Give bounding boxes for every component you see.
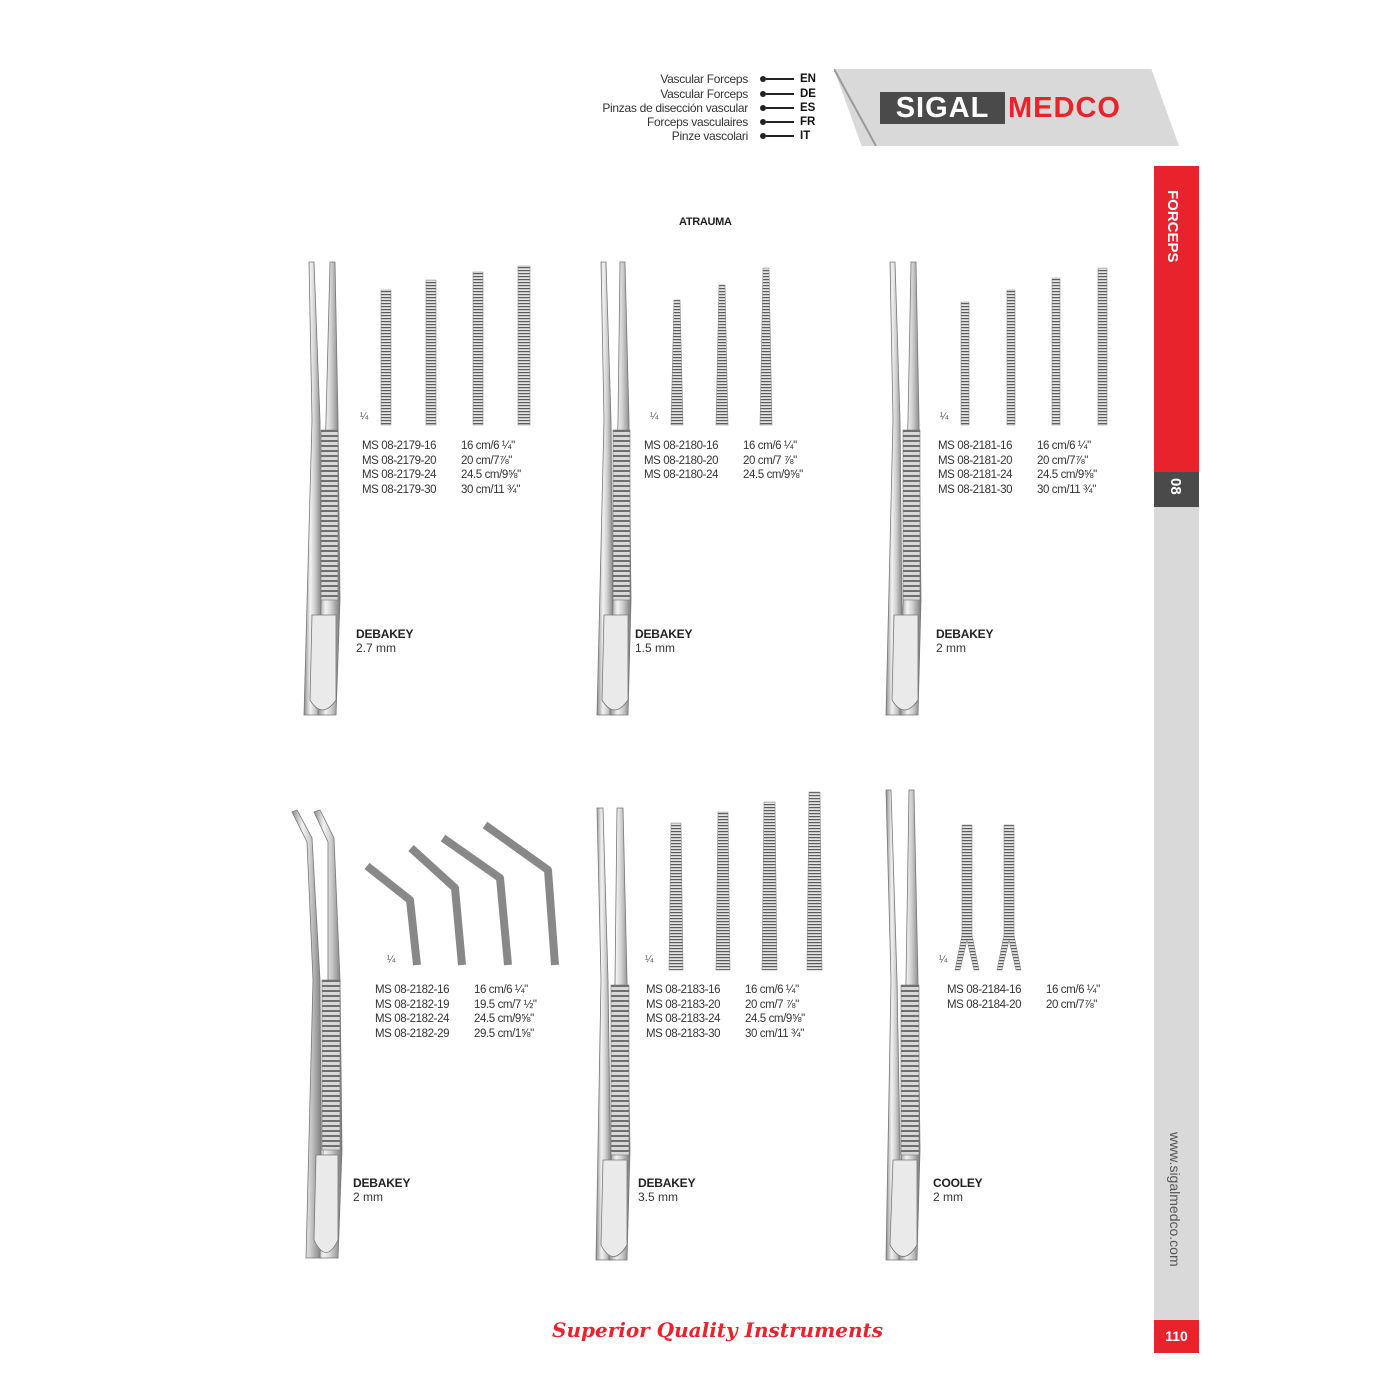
product-name: DEBAKEY [638, 1176, 696, 1190]
forceps-2184-tips [955, 825, 1021, 970]
code-row: MS 08-2179-20 20 cm/7⅞" [362, 454, 512, 467]
side-tab-category-label: FORCEPS [1164, 190, 1181, 263]
product-size: 2 mm [353, 1190, 383, 1204]
forceps-2179-illustration [304, 262, 340, 715]
language-code: FR [800, 116, 816, 128]
scale-label: ¼ [360, 411, 369, 422]
code-row: MS 08-2183-30 30 cm/11 ¾" [646, 1027, 804, 1040]
code-row: MS 08-2181-16 16 cm/6 ¼" [938, 440, 1091, 452]
product-name: COOLEY [933, 1176, 983, 1190]
product-codes-2181 [938, 439, 1097, 497]
product-size: 1.5 mm [635, 641, 676, 655]
code-row: MS 08-2182-16 16 cm/6 ¼" [375, 984, 528, 996]
footer-slogan: Superior Quality Instruments [552, 1318, 884, 1342]
product-name: DEBAKEY [936, 627, 994, 641]
logo-medco: MEDCO [1008, 92, 1121, 124]
language-name: Pinze vascolari [671, 129, 748, 143]
section-title: ATRAUMA [679, 216, 732, 228]
forceps-2179-tips [381, 266, 530, 425]
code-row: MS 08-2183-16 16 cm/6 ¼" [646, 984, 799, 996]
product-codes-2184 [947, 983, 1100, 1012]
product-name-block [638, 1176, 695, 1204]
code-row: MS 08-2181-20 20 cm/7⅞" [938, 454, 1088, 467]
forceps-2184-illustration [886, 790, 920, 1260]
scale-label: ¼ [645, 954, 654, 965]
language-row-fr [560, 115, 830, 129]
forceps-2182-tips [367, 825, 555, 965]
product-name-block [353, 1176, 410, 1204]
code-row: MS 08-2184-20 20 cm/7⅞" [947, 998, 1097, 1011]
code-row: MS 08-2180-16 16 cm/6 ¼" [644, 440, 797, 452]
code-row: MS 08-2179-16 16 cm/6 ¼" [362, 440, 515, 452]
product-name: DEBAKEY [635, 627, 693, 641]
forceps-2180-tips [671, 268, 772, 425]
code-row: MS 08-2180-24 24.5 cm/9⅝" [644, 469, 803, 481]
code-row: MS 08-2183-20 20 cm/7 ⅞" [646, 998, 799, 1011]
forceps-2181-illustration [886, 262, 921, 715]
code-row: MS 08-2180-20 20 cm/7 ⅞" [644, 454, 797, 467]
language-name: Vascular Forceps [660, 87, 748, 101]
side-tab-chapter-label: 08 [1167, 478, 1184, 495]
product-name: DEBAKEY [353, 1176, 411, 1190]
scale-label: ¼ [940, 411, 949, 422]
logo-banner-edge [834, 69, 884, 146]
code-row: MS 08-2179-30 30 cm/11 ¾" [362, 483, 520, 496]
scale-label: ¼ [939, 954, 948, 965]
product-name-block [933, 1176, 982, 1204]
language-code: ES [800, 102, 816, 114]
product-name-block [936, 627, 993, 655]
forceps-2182-illustration [292, 810, 342, 1258]
product-name-block [635, 627, 692, 655]
language-name: Vascular Forceps [660, 72, 748, 86]
forceps-2181-tips [961, 268, 1107, 425]
language-row-en [560, 72, 830, 86]
scale-label: ¼ [650, 411, 659, 422]
language-row-de [560, 87, 830, 101]
product-name-block [356, 627, 413, 655]
code-row: MS 08-2181-24 24.5 cm/9⅝" [938, 469, 1097, 481]
product-size: 3.5 mm [638, 1190, 679, 1204]
code-row: MS 08-2183-24 24.5 cm/9⅝" [646, 1013, 805, 1025]
language-code: EN [800, 73, 816, 85]
language-row-es [560, 101, 830, 115]
language-row-it [560, 129, 830, 143]
website-link[interactable]: www.sigalmedco.com [1167, 1132, 1183, 1267]
page-number: 110 [1154, 1320, 1199, 1353]
product-codes-2179 [362, 439, 521, 497]
forceps-2183-illustration [596, 808, 630, 1260]
language-name: Forceps vasculaires [646, 115, 748, 129]
product-codes-2183 [646, 983, 805, 1041]
logo-sigal: SIGAL [880, 92, 1005, 124]
code-row: MS 08-2181-30 30 cm/11 ¾" [938, 483, 1096, 496]
code-row: MS 08-2184-16 16 cm/6 ¼" [947, 984, 1100, 996]
product-size: 2 mm [933, 1190, 963, 1204]
forceps-2183-tips [669, 792, 822, 970]
product-codes-2180 [644, 439, 803, 483]
product-size: 2 mm [936, 641, 966, 655]
language-name: Pinzas de disección vascular [602, 101, 748, 115]
code-row: MS 08-2182-29 29.5 cm/1⅝" [375, 1027, 534, 1040]
scale-label: ¼ [387, 954, 396, 965]
forceps-2180-illustration [597, 262, 631, 715]
language-code: DE [800, 88, 816, 100]
code-row: MS 08-2179-24 24.5 cm/9⅝" [362, 469, 521, 481]
code-row: MS 08-2182-19 19.5 cm/7 ½" [375, 998, 537, 1011]
code-row: MS 08-2182-24 24.5 cm/9⅝" [375, 1013, 534, 1025]
product-size: 2.7 mm [356, 641, 397, 655]
language-code: IT [800, 130, 811, 142]
product-name: DEBAKEY [356, 627, 414, 641]
product-codes-2182 [375, 983, 537, 1041]
